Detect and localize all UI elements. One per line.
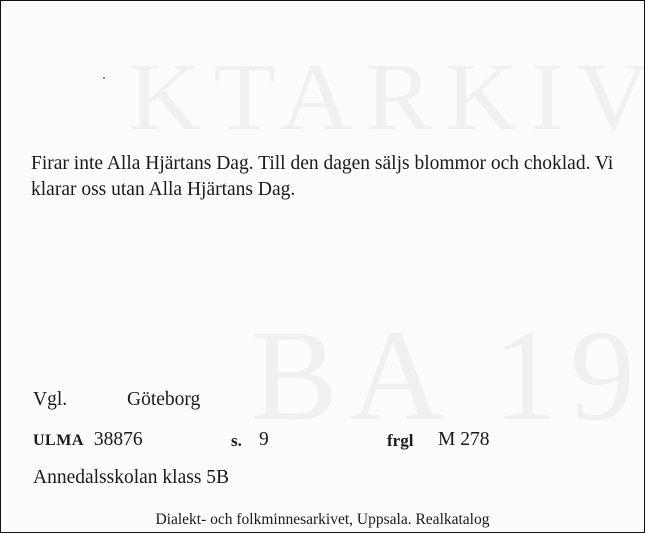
frgl-value: M 278 (438, 429, 490, 450)
frgl-label: frgl (387, 431, 414, 450)
card-body-text: Firar inte Alla Hjärtans Dag. Till den dagen säljs blommor och choklad. Vi klarar oss utan Alla Hjärtans Dag. (31, 153, 614, 200)
province-label: Vgl. (33, 389, 68, 410)
ulma-label: ULMA (33, 432, 84, 449)
watermark-top (128, 41, 645, 152)
place-row (33, 389, 200, 411)
place-name: Göteborg (127, 389, 201, 410)
page-number: 9 (259, 429, 269, 450)
archive-footer: Dialekt- och folkminnesarkivet, Uppsala. Realkatalog (155, 511, 490, 528)
school-line: Annedalsskolan klass 5B (33, 467, 230, 488)
ulma-row (33, 429, 490, 451)
ulma-number: 38876 (93, 429, 143, 450)
speck-mark (103, 77, 105, 79)
page-label: s. (231, 431, 242, 450)
